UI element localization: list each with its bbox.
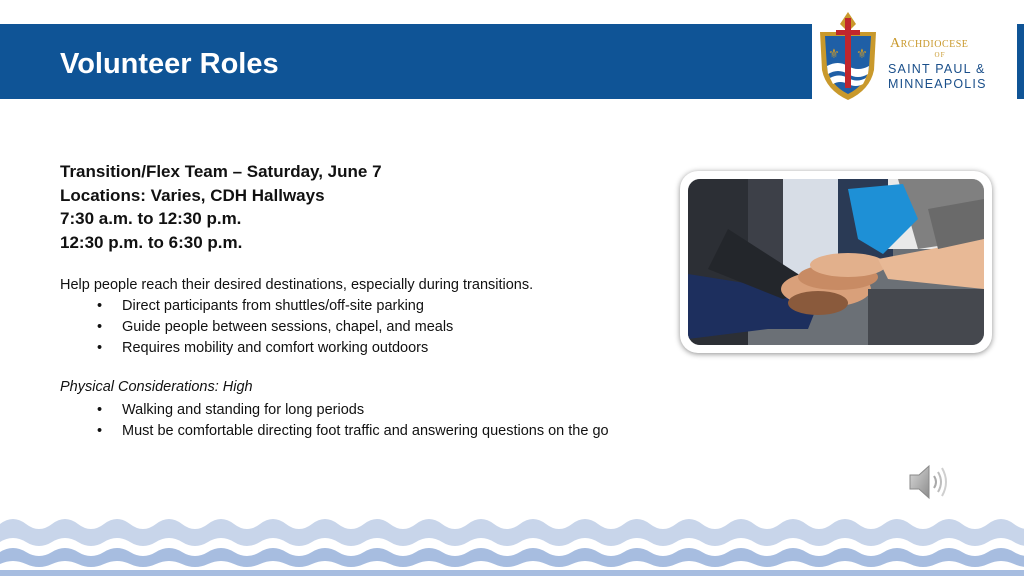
list-item: • Guide people between sessions, chapel, and meals: [97, 317, 453, 338]
crest-icon: [812, 10, 884, 102]
role-details: [60, 160, 382, 254]
logo-line-saint-paul: SAINT PAUL &: [888, 62, 986, 76]
wave-decoration: [0, 512, 1024, 576]
role-intro: Help people reach their desired destinations, especially during transitions.: [60, 277, 534, 293]
slide-title: Volunteer Roles: [60, 48, 279, 80]
svg-text:⚜: ⚜: [856, 47, 868, 62]
role-title: Transition/Flex Team – Saturday, June 7: [60, 162, 382, 181]
speaker-icon[interactable]: [908, 462, 952, 502]
archdiocese-logo: [812, 8, 1017, 104]
hands-illustration: [688, 179, 984, 345]
list-item: • Must be comfortable directing foot traffic and answering questions on the go: [97, 421, 609, 442]
role-shift-1: 7:30 a.m. to 12:30 p.m.: [60, 209, 242, 228]
svg-text:⚜: ⚜: [828, 47, 840, 62]
role-shift-2: 12:30 p.m. to 6:30 p.m.: [60, 232, 243, 252]
duties-list: [97, 296, 453, 358]
logo-line-archdiocese: Archdiocese: [890, 36, 969, 51]
list-item: • Direct participants from shuttles/off-site parking: [97, 296, 453, 317]
logo-line-minneapolis: MINNEAPOLIS: [888, 77, 987, 91]
list-item: • Walking and standing for long periods: [97, 400, 609, 421]
logo-line-of: OF: [934, 51, 946, 59]
physical-heading: Physical Considerations: High: [60, 379, 253, 395]
team-hands-photo: [680, 171, 992, 353]
list-item: • Requires mobility and comfort working outdoors: [97, 338, 453, 359]
role-locations: Locations: Varies, CDH Hallways: [60, 185, 325, 205]
physical-list: [97, 400, 609, 442]
